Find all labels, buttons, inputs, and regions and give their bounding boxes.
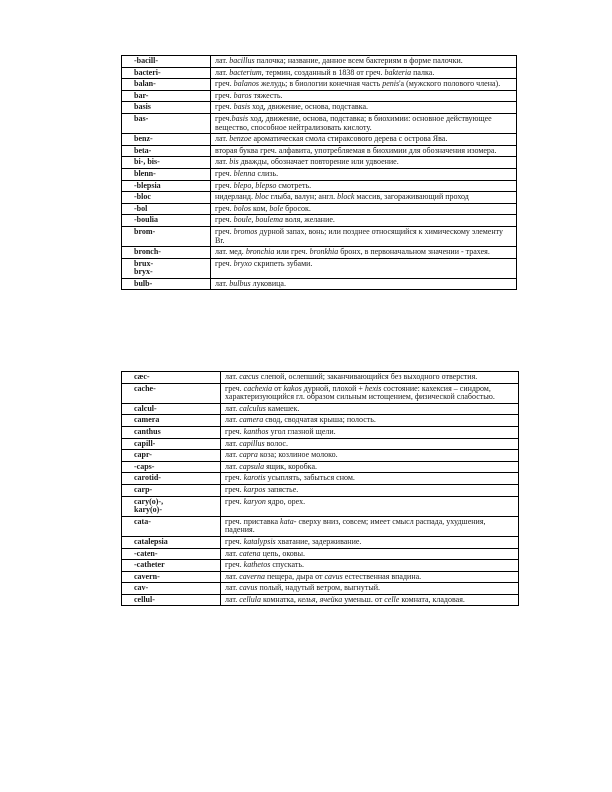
glossary-definition: греч. katalypsis хватание, задерживание. — [221, 536, 519, 548]
glossary-row — [122, 383, 519, 403]
glossary-term: carotid- — [122, 473, 221, 485]
glossary-row — [122, 583, 519, 595]
glossary-row — [122, 403, 519, 415]
glossary-term: calcul- — [122, 403, 221, 415]
glossary-term: cache- — [122, 383, 221, 403]
glossary-term: bas- — [122, 113, 211, 133]
glossary-row — [122, 278, 517, 290]
glossary-table-c — [121, 371, 519, 606]
glossary-term: bi-, bis- — [122, 157, 211, 169]
glossary-row — [122, 203, 517, 215]
glossary-row — [122, 426, 519, 438]
glossary-definition: нидерланд. bloc глыба, валун; англ. block массив, загораживающий проход — [211, 192, 517, 204]
glossary-definition: лат. bacterium, термин, созданный в 1838 от греч. bakteria палка. — [211, 67, 517, 79]
glossary-term: cellul- — [122, 594, 221, 606]
glossary-term: catalepsia — [122, 536, 221, 548]
glossary-row — [122, 571, 519, 583]
glossary-definition: вторая буква греч. алфавита, употребляемая в биохимии для обозначения изомера. — [211, 145, 517, 157]
glossary-definition: лат. cavus полый, надутый ветром, выгнутый. — [221, 583, 519, 595]
glossary-definition: лат. caverna пещера, дыра от cavus естественная впадина. — [221, 571, 519, 583]
glossary-term: -caps- — [122, 461, 221, 473]
glossary-definition: греч. приставка kata- сверху вниз, совсем; имеет смысл распада, ухудшения, падения. — [221, 516, 519, 536]
glossary-term: cata- — [122, 516, 221, 536]
glossary-term: bar- — [122, 90, 211, 102]
glossary-definition: греч. karotis усыплять, забыться сном. — [221, 473, 519, 485]
glossary-definition: греч. balanos желудь; в биологии конечная часть penis'а (мужского полового члена). — [211, 79, 517, 91]
glossary-definition: греч. bromos дурной запах, вонь; или позднее относящийся к химическому элементу Br. — [211, 226, 517, 246]
glossary-row — [122, 258, 517, 278]
glossary-term: blenn- — [122, 168, 211, 180]
glossary-term: beta- — [122, 145, 211, 157]
glossary-row — [122, 594, 519, 606]
glossary-definition: лат. capillus волос. — [221, 438, 519, 450]
glossary-row — [122, 79, 517, 91]
glossary-definition: лат. benzoe ароматическая смола стираксового дерева с острова Ява. — [211, 134, 517, 146]
glossary-term: basis — [122, 102, 211, 114]
glossary-definition: греч. blenna слизь. — [211, 168, 517, 180]
glossary-term: capr- — [122, 450, 221, 462]
glossary-row — [122, 438, 519, 450]
glossary-term: -bacill- — [122, 56, 211, 68]
glossary-definition: греч. basis ход, движение, основа, подставка. — [211, 102, 517, 114]
glossary-definition: лат. capsula ящик, коробка. — [221, 461, 519, 473]
glossary-row — [122, 90, 517, 102]
glossary-term: cav- — [122, 583, 221, 595]
glossary-row — [122, 157, 517, 169]
glossary-definition: лат. catena цепь, оковы. — [221, 548, 519, 560]
glossary-definition: лат. bulbus луковица. — [211, 278, 517, 290]
glossary-row — [122, 450, 519, 462]
glossary-row — [122, 134, 517, 146]
glossary-term: camera — [122, 415, 221, 427]
glossary-row — [122, 461, 519, 473]
glossary-row — [122, 473, 519, 485]
glossary-term: -blepsia — [122, 180, 211, 192]
glossary-row — [122, 56, 517, 68]
glossary-definition: греч. bryxo скрипеть зубами. — [211, 258, 517, 278]
glossary-definition: лат. cellula комнатка, келья, ячейка уменьш. от celle комната, кладовая. — [221, 594, 519, 606]
glossary-term: bronch- — [122, 247, 211, 259]
glossary-term: -bol — [122, 203, 211, 215]
glossary-row — [122, 113, 517, 133]
glossary-definition: греч. baros тяжесть. — [211, 90, 517, 102]
glossary-row — [122, 415, 519, 427]
glossary-term: capill- — [122, 438, 221, 450]
glossary-table-b — [121, 55, 517, 290]
glossary-term: benz- — [122, 134, 211, 146]
glossary-row — [122, 548, 519, 560]
glossary-definition: лат. cæcus слепой, ослепший; заканчивающийся без выходного отверстия. — [221, 372, 519, 384]
glossary-row — [122, 372, 519, 384]
glossary-row — [122, 180, 517, 192]
glossary-term: brux- bryx- — [122, 258, 211, 278]
glossary-row — [122, 168, 517, 180]
glossary-term: bacteri- — [122, 67, 211, 79]
glossary-term: carp- — [122, 484, 221, 496]
glossary-definition: греч. blepo, blepso смотреть. — [211, 180, 517, 192]
glossary-row — [122, 67, 517, 79]
glossary-definition: греч. kathetos спускать. — [221, 560, 519, 572]
glossary-definition: лат. bis дважды, обозначает повторение или удвоение. — [211, 157, 517, 169]
glossary-row — [122, 102, 517, 114]
glossary-definition: лат. bacillus палочка; название, данное всем бактериям в форме палочки. — [211, 56, 517, 68]
glossary-term: canthus — [122, 426, 221, 438]
glossary-definition: греч. bolos ком, bole бросок. — [211, 203, 517, 215]
glossary-definition: лат. capra коза; козлиное молоко. — [221, 450, 519, 462]
glossary-definition: греч. karpos запястье. — [221, 484, 519, 496]
glossary-row — [122, 516, 519, 536]
glossary-row — [122, 536, 519, 548]
glossary-term: -caten- — [122, 548, 221, 560]
glossary-term: brom- — [122, 226, 211, 246]
glossary-term: cæc- — [122, 372, 221, 384]
glossary-definition: лат. calculus камешек. — [221, 403, 519, 415]
glossary-term: -catheter — [122, 560, 221, 572]
glossary-definition: греч. boule, boulema воля, желание. — [211, 215, 517, 227]
glossary-definition: греч. karyon ядро, орех. — [221, 496, 519, 516]
glossary-definition: лат. мед. bronchia или греч. bronkhia бронх, в первоначальном значении - трахея. — [211, 247, 517, 259]
glossary-row — [122, 484, 519, 496]
glossary-row — [122, 247, 517, 259]
glossary-term: cary(o)-, kary(o)- — [122, 496, 221, 516]
glossary-term: -bloc — [122, 192, 211, 204]
glossary-row — [122, 192, 517, 204]
glossary-row — [122, 145, 517, 157]
glossary-definition: греч. kanthos угол глазной щели. — [221, 426, 519, 438]
glossary-row — [122, 215, 517, 227]
glossary-definition: лат. camera свод, сводчатая крыша; полость. — [221, 415, 519, 427]
glossary-term: balan- — [122, 79, 211, 91]
glossary-row — [122, 496, 519, 516]
glossary-definition: греч. cachexia от kakos дурной, плохой + hexis состояние: кахексия – синдром, характеризующийся гл. образом сильным истощением, физической слабостью. — [221, 383, 519, 403]
glossary-term: -boulia — [122, 215, 211, 227]
glossary-term: bulb- — [122, 278, 211, 290]
glossary-row — [122, 226, 517, 246]
glossary-term: cavern- — [122, 571, 221, 583]
glossary-definition: греч.basis ход, движение, основа, подставка; в биохимии: основное действующее вещество, способное нейтрализовать кислоту. — [211, 113, 517, 133]
glossary-row — [122, 560, 519, 572]
